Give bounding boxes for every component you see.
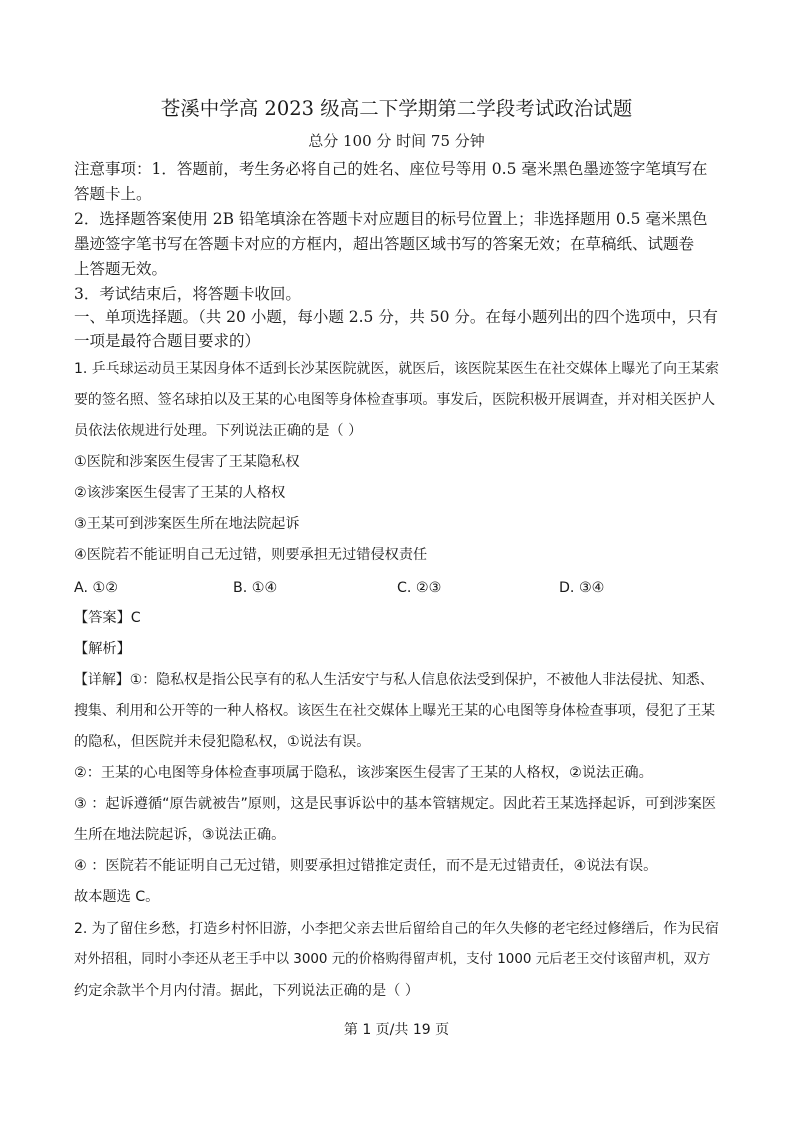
question-stem: 1. 乒乓球运动员王某因身体不适到长沙某医院就医，就医后，该医院某医生在社交媒体上曝光了向王某索 xyxy=(74,361,719,377)
notes-line: 答题卡上。 xyxy=(74,185,152,203)
notes-line: 注意事项：1．答题前，考生务必将自己的姓名、座位号等用 0.5 毫米黑色墨迹签字笔填写在 xyxy=(74,160,708,178)
analysis-label: 【解析】 xyxy=(74,641,131,657)
conclusion-line: 故本题选 C。 xyxy=(74,889,160,905)
exam-meta: 总分 100 分 时间 75 分钟 xyxy=(308,132,485,150)
page-title: 苍溪中学高 2023 级高二下学期第二学段考试政治试题 xyxy=(160,97,633,120)
option-c: C. ②③ xyxy=(397,580,442,596)
option-a: A. ①② xyxy=(74,580,118,596)
question-stem: 2. 为了留住乡愁，打造乡村怀旧游，小李把父亲去世后留给自己的年久失修的老宅经过修缮后，作为民宿 xyxy=(74,921,719,937)
explanation-line: ②：王某的心电图等身体检查事项属于隐私，该涉案医生侵害了王某的人格权，②说法正确。 xyxy=(74,765,653,781)
question-stem: 对外招租，同时小李还从老王手中以 3000 元的价格购得留声机，支付 1000 元后老王交付该留声机，双方 xyxy=(74,952,711,967)
explanation-line: ③ ：起诉遵循“原告就被告”原则，这是民事诉讼中的基本管辖规定。因此若王某选择起诉，可到涉案医 xyxy=(74,796,716,812)
statement-item: ②该涉案医生侵害了王某的人格权 xyxy=(74,485,286,501)
section-heading: 一项是最符合题目要求的） xyxy=(74,332,261,350)
notes-line: 上答题无效。 xyxy=(74,260,168,278)
question-stem: 要的签名照、签名球拍以及王某的心电图等身体检查事项。事发后，医院积极开展调查，并对相关医护人 xyxy=(74,392,716,408)
notes-line: 墨迹签字笔书写在答题卡对应的方框内，超出答题区域书写的答案无效；在草稿纸、试题卷 xyxy=(74,235,695,253)
explanation-line: 搜集、利用和公开等的一种人格权。该医生在社交媒体上曝光王某的心电图等身体检查事项，侵犯了王某 xyxy=(74,703,716,719)
option-b: B. ①④ xyxy=(233,580,278,596)
statement-item: ①医院和涉案医生侵害了王某隐私权 xyxy=(74,454,300,470)
question-stem: 员依法依规进行处理。下列说法正确的是（ ） xyxy=(74,423,363,439)
statement-item: ③王某可到涉案医生所在地法院起诉 xyxy=(74,516,300,532)
section-heading: 一、单项选择题。（共 20 小题，每小题 2.5 分，共 50 分。在每小题列出的四个选项中，只有 xyxy=(74,308,718,326)
explanation-line: ④ ：医院若不能证明自己无过错，则要承担过错推定责任，而不是无过错责任，④说法有误。 xyxy=(74,858,658,874)
option-d: D. ③④ xyxy=(559,580,605,596)
explanation-line: 的隐私，但医院并未侵犯隐私权，①说法有误。 xyxy=(74,734,371,750)
notes-line: 3．考试结束后，将答题卡收回。 xyxy=(74,285,301,303)
statement-item: ④医院若不能证明自己无过错，则要承担无过错侵权责任 xyxy=(74,547,428,563)
question-stem: 约定余款半个月内付清。据此，下列说法正确的是（ ） xyxy=(74,983,420,999)
explanation-line: 生所在地法院起诉，③说法正确。 xyxy=(74,827,286,843)
explanation-line: 【详解】①：隐私权是指公民享有的私人生活安宁与私人信息依法受到保护，不被他人非法侵扰、知悉、 xyxy=(74,672,714,688)
notes-line: 2．选择题答案使用 2B 铅笔填涂在答题卡对应题目的标号位置上；非选择题用 0.5 毫米黑色 xyxy=(74,210,708,228)
page-number: 第 1 页/共 19 页 xyxy=(343,1022,450,1038)
answer-label: 【答案】C xyxy=(74,610,141,626)
